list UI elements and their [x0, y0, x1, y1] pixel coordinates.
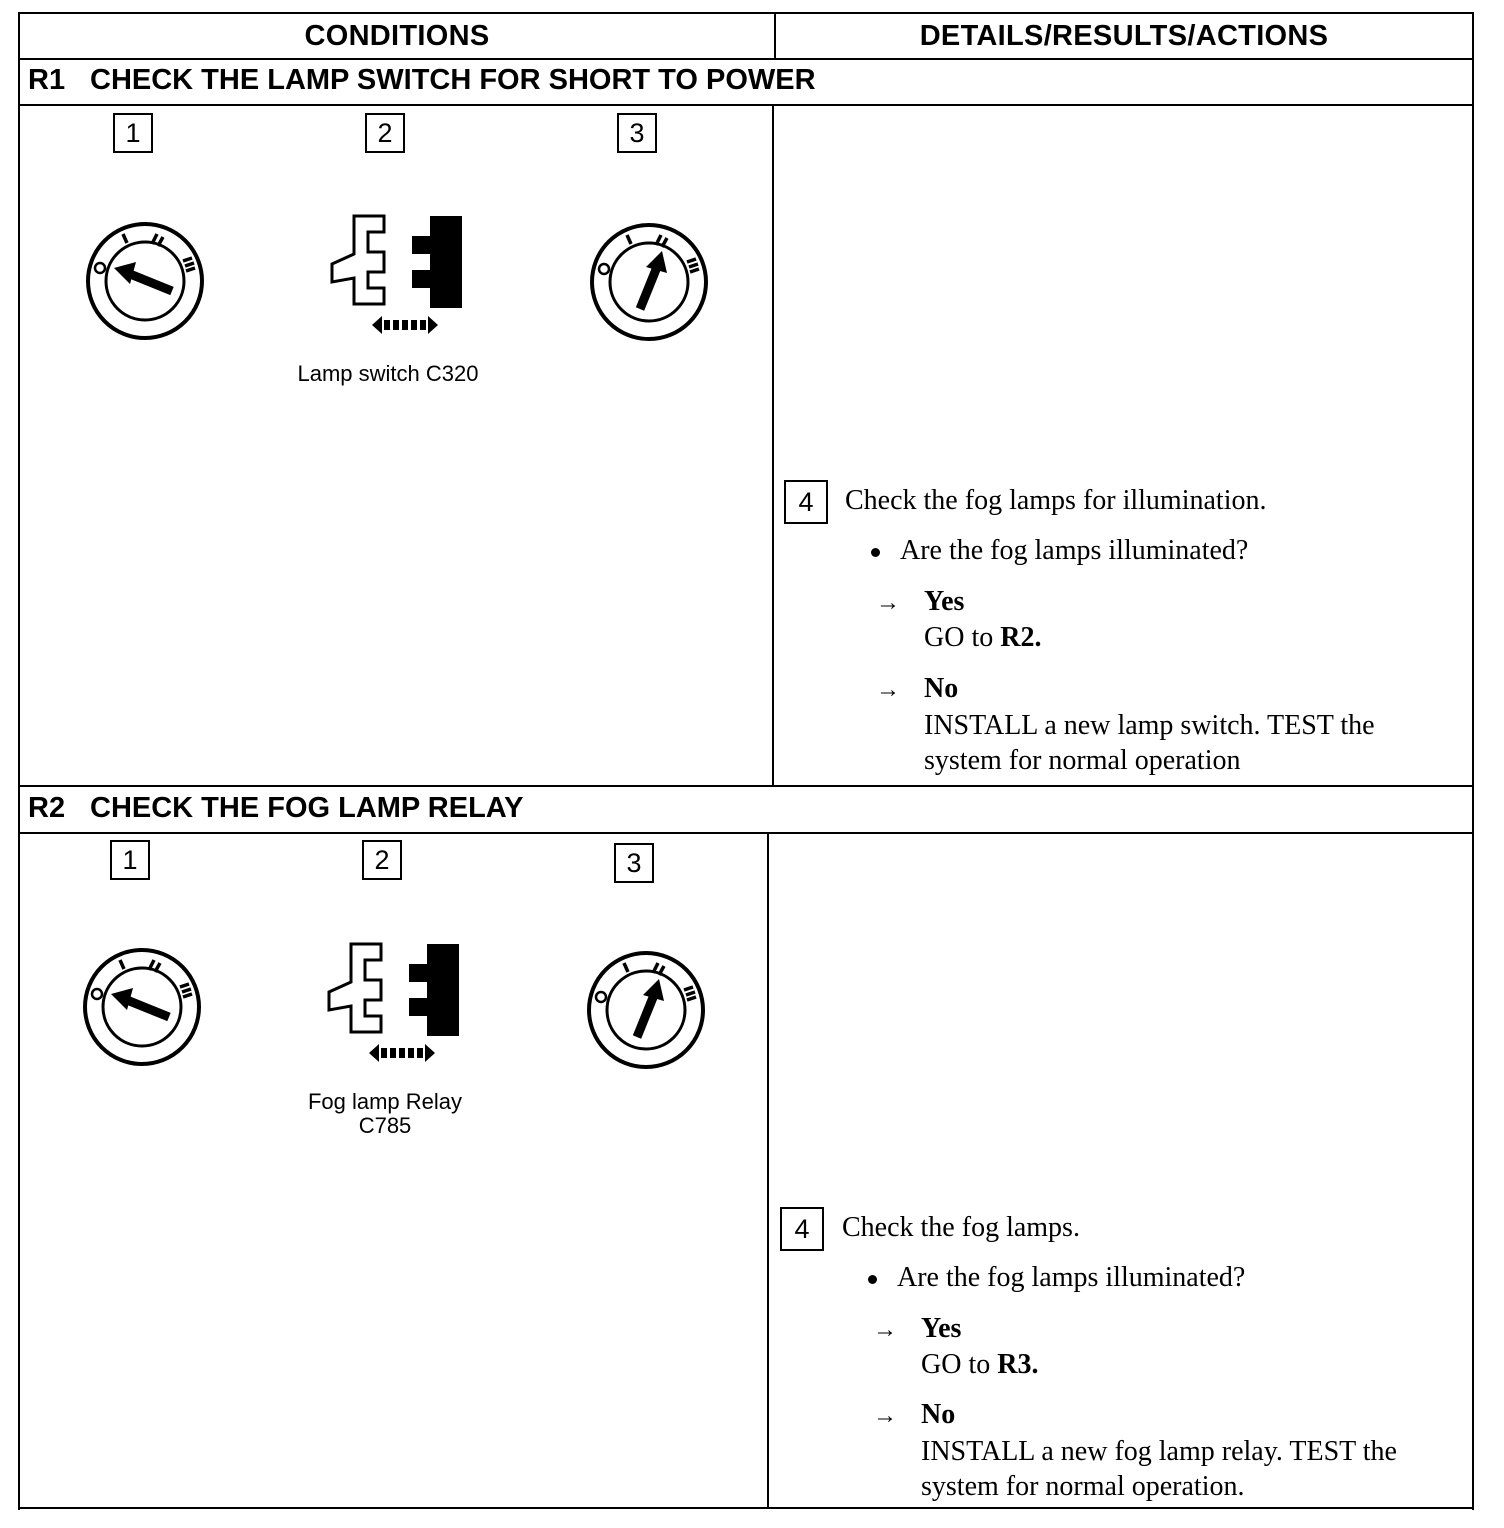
r1-no-result-line1: INSTALL a new lamp switch. TEST the	[924, 710, 1375, 741]
r2-step-3-box: 3	[614, 843, 654, 883]
r2-no-label: No	[921, 1399, 956, 1430]
r1-title-bottom-rule	[18, 104, 1474, 106]
r1-column-divider	[772, 104, 774, 786]
r2-question-bullet	[868, 1275, 877, 1284]
r1-no-result-line2: system for normal operation	[924, 745, 1241, 776]
ignition-key-run-icon	[588, 221, 710, 343]
r2-question: Are the fog lamps illuminated?	[897, 1262, 1246, 1293]
r1-step-4-box: 4	[784, 480, 828, 524]
table-border-left	[18, 12, 20, 1510]
r2-title-row	[28, 786, 523, 830]
r2-section-id: R2	[28, 791, 66, 824]
r1-yes-target-link[interactable]: R2.	[1000, 622, 1042, 653]
r1-yes-result	[924, 622, 1041, 654]
connector-disconnect-icon	[326, 212, 466, 342]
r2-step-4-box: 4	[780, 1207, 824, 1251]
r1-no-arrow: →	[876, 677, 900, 703]
r1-connector-caption-line1: Lamp switch C320	[297, 361, 479, 386]
r2-yes-prefix: GO to	[921, 1349, 991, 1380]
r1-question-bullet	[871, 548, 880, 557]
r2-yes-result	[921, 1349, 1038, 1381]
r1-section-id: R1	[28, 63, 66, 96]
r1-question: Are the fog lamps illuminated?	[900, 535, 1249, 566]
r1-title-row	[28, 58, 816, 102]
table-border-right	[1472, 12, 1474, 1510]
r2-connector-caption-line1: Fog lamp Relay	[307, 1089, 463, 1114]
table-border-bottom	[18, 1507, 1474, 1509]
r1-no-label: No	[924, 673, 959, 704]
r2-step-1-box: 1	[110, 840, 150, 880]
r1-section-title: CHECK THE LAMP SWITCH FOR SHORT TO POWER	[90, 63, 816, 96]
r2-section-title: CHECK THE FOG LAMP RELAY	[90, 791, 524, 824]
r1-yes-arrow: →	[876, 590, 900, 616]
r2-yes-arrow: →	[873, 1317, 897, 1343]
ignition-key-off-icon	[84, 220, 206, 342]
r1-step-1-box: 1	[113, 113, 153, 153]
connector-disconnect-icon	[323, 940, 463, 1070]
r2-action-text: Check the fog lamps.	[842, 1212, 1080, 1243]
r2-title-bottom-rule	[18, 832, 1474, 834]
r1-connector-caption	[268, 362, 508, 386]
ignition-key-run-icon	[585, 949, 707, 1071]
r1-yes-label: Yes	[924, 586, 965, 617]
r2-no-result-line2: system for normal operation.	[921, 1471, 1245, 1502]
r2-column-divider	[767, 832, 769, 1509]
r1-action-text: Check the fog lamps for illumination.	[845, 485, 1267, 516]
r2-step-2-box: 2	[362, 840, 402, 880]
r2-connector-caption	[265, 1090, 505, 1138]
ignition-key-off-icon	[81, 946, 203, 1068]
r2-yes-label: Yes	[921, 1313, 962, 1344]
r2-yes-target-link[interactable]: R3.	[997, 1349, 1039, 1380]
r2-connector-caption-line2: C785	[358, 1113, 412, 1138]
r2-no-result-line1: INSTALL a new fog lamp relay. TEST the	[921, 1436, 1397, 1467]
details-header: DETAILS/RESULTS/ACTIONS	[919, 19, 1329, 52]
r2-no-arrow: →	[873, 1403, 897, 1429]
r1-step-2-box: 2	[365, 113, 405, 153]
r1-step-3-box: 3	[617, 113, 657, 153]
r1-yes-prefix: GO to	[924, 622, 994, 653]
conditions-header: CONDITIONS	[304, 19, 490, 52]
